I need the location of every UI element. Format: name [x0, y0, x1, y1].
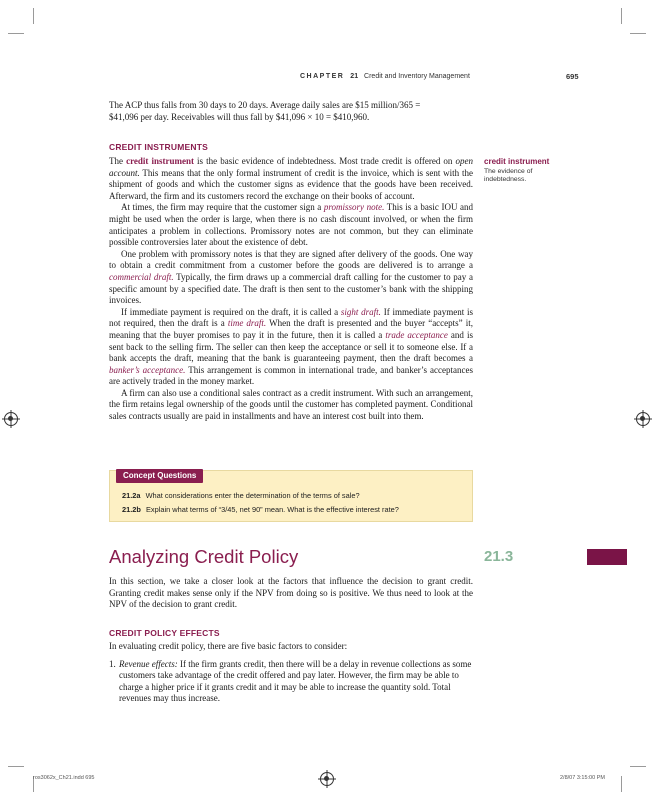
margin-note-definition: The evidence of indebtedness. — [484, 168, 533, 184]
concept-question-1 — [122, 491, 467, 500]
analyzing-intro-text: In this section, we take a closer look at the factors that influence the decision to grant credit. Granting credit makes sense only if the NPV from doing so is positive. We thus need to look at the NPV of the decision to grant credit. — [109, 576, 473, 610]
registration-mark-right — [636, 412, 650, 426]
section-number: 21.3 — [484, 548, 514, 565]
credit-policy-effects-intro: In evaluating credit policy, there are five basic factors to consider: — [109, 641, 348, 651]
running-head — [300, 73, 470, 80]
registration-mark-bottom — [320, 772, 334, 786]
concept-questions-box — [109, 470, 473, 522]
paragraph-sight-draft: If immediate payment is required on the draft, it is called a sight draft. If immediate payment is not required, then the draft is a time draft. When the draft is presented and the buyer “accepts” it, meaning that the buyer promises to pay it in the future, then it is called a trade acceptance and is sent back to the selling firm. The seller can then keep the acceptance or sell it to someone else. If a bank accepts the draft, meaning that the bank is guaranteeing payment, then the draft becomes a banker’s acceptance. This arrangement is common in international trade, and banker’s acceptances are actively traded in the money market. — [109, 306, 473, 387]
list-item-revenue-effects — [109, 659, 473, 705]
crop-mark-bottom-right-v — [621, 776, 622, 792]
term-commercial-draft: commercial draft. — [109, 271, 174, 282]
registration-mark-left — [4, 412, 18, 426]
section-title: Analyzing Credit Policy — [109, 546, 299, 567]
credit-policy-effects-body — [109, 641, 473, 705]
chapter-title: Credit and Inventory Management — [364, 73, 470, 80]
analyzing-intro — [109, 576, 473, 611]
question-text: What considerations enter the determination of the terms of sale? — [145, 491, 360, 500]
slug-file: ros3062x_Ch21.indd 695 — [33, 775, 95, 781]
term-trade-acceptance: trade acceptance — [385, 329, 448, 340]
paragraph-conditional-sales: A firm can also use a conditional sales contract as a credit instrument. With such an arrangement, the firm retains legal ownership of the goods until the customer has completed payment. Conditional sales contracts usually are paid in installments and have an interest cost built into them. — [109, 387, 473, 422]
crop-mark-bottom-left-h — [8, 766, 24, 767]
acp-paragraph — [109, 100, 473, 123]
question-text: Explain what terms of “3/45, net 90” mean. What is the effective interest rate? — [145, 505, 399, 514]
term-credit-instrument: credit instrument — [126, 156, 194, 166]
concept-question-2 — [122, 505, 467, 514]
term-sight-draft: sight draft. — [340, 306, 381, 317]
crop-mark-bottom-right-h — [630, 766, 646, 767]
term-time-draft: time draft. — [227, 318, 267, 329]
credit-policy-effects-heading: CREDIT POLICY EFFECTS — [109, 628, 220, 638]
acp-line-1: The ACP thus falls from 30 days to 20 days. Average daily sales are $15 million/365 = — [109, 100, 421, 110]
chapter-number: 21 — [350, 73, 359, 80]
term-bankers-acceptance: banker’s acceptance. — [109, 364, 186, 375]
crop-mark-top-right-v — [621, 8, 622, 24]
credit-instruments-heading: CREDIT INSTRUMENTS — [109, 142, 208, 152]
paragraph-credit-instrument: The credit instrument is the basic evidence of indebtedness. Most trade credit is offered on open account. This means that the only formal instrument of credit is the invoice, which is sent with the shipment of goods and which the customer signs as evidence that the goods have been received. Afterward, the firm and its customers record the exchange on their books of account. — [109, 156, 473, 201]
page-number: 695 — [566, 72, 579, 81]
acp-line-2: $41,096 per day. Receivables will thus fall by $41,096 × 10 = $410,960. — [109, 111, 370, 122]
chapter-label: CHAPTER — [300, 73, 345, 80]
section-tab-bar — [587, 549, 627, 565]
term-promissory-note: promissory note. — [323, 202, 385, 213]
list-text: If the firm grants credit, then there will be a delay in revenue collections as some customers take advantage of the credit offered and pay later. However, the firm may be able to charge a higher price if it grants credit and it may be able to increase the quantity sold. Total revenues may thus increase. — [119, 658, 472, 704]
question-number: 21.2a — [122, 491, 141, 500]
margin-note-term: credit instrument — [484, 157, 550, 166]
credit-instruments-body — [109, 156, 473, 423]
slug-date: 2/8/07 3:15:00 PM — [560, 775, 605, 781]
term-open-account: open account. — [109, 156, 473, 178]
paragraph-commercial-draft: One problem with promissory notes is that they are signed after delivery of the goods. One way to obtain a credit commitment from a customer before the goods are delivered is to arrange a commercial draft. Typically, the firm draws up a commercial draft calling for the customer to pay a specific amount by a specified date. The draft is then sent to the customer’s bank with the shipping invoices. — [109, 248, 473, 306]
question-number: 21.2b — [122, 505, 141, 514]
crop-mark-top-left-v — [33, 8, 34, 24]
concept-questions-title: Concept Questions — [116, 469, 203, 483]
paragraph-promissory-note: At times, the firm may require that the customer sign a promissory note. This is a basic IOU and might be used when the order is large, when there is no cash discount involved, or when the firm anticipates a problem in collections. Promissory notes are not common, but they can eliminate possible controversies later about the existence of debt. — [109, 202, 473, 248]
crop-mark-top-right-h — [630, 33, 646, 34]
list-label: Revenue effects: — [119, 658, 178, 669]
crop-mark-top-left-h — [8, 33, 24, 34]
list-number: 1. — [109, 658, 116, 669]
